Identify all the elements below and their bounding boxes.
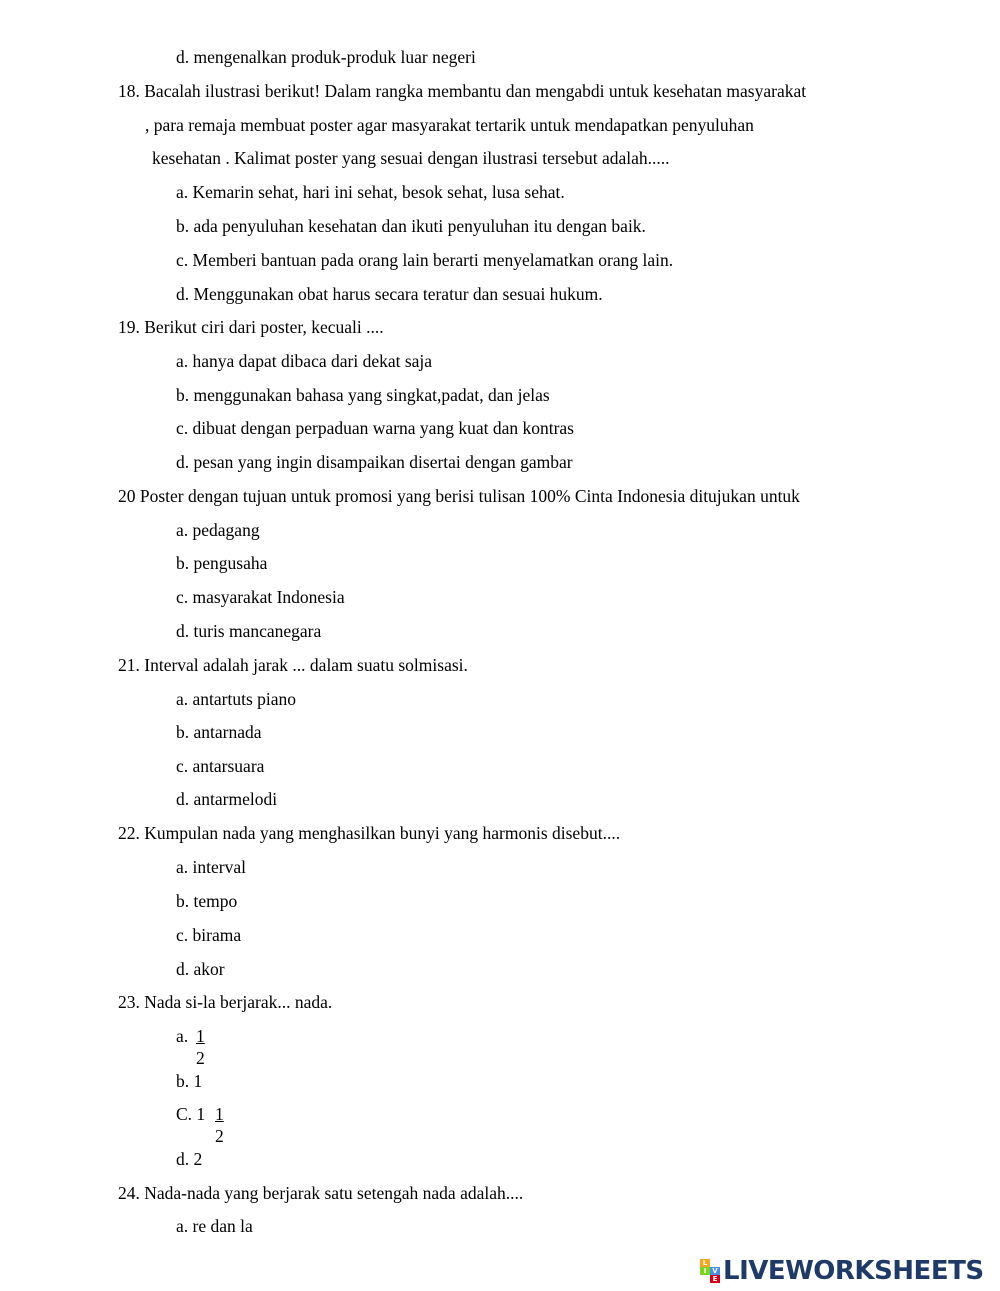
question-22: 22. Kumpulan nada yang menghasilkan bunyi yang harmonis disebut.... bbox=[118, 823, 621, 843]
fraction-numerator: 1 bbox=[196, 1026, 205, 1046]
question-19: 19. Berikut ciri dari poster, kecuali .... bbox=[118, 317, 384, 337]
question-20: 20 Poster dengan tujuan untuk promosi yang berisi tulisan 100% Cinta Indonesia ditujukan untuk bbox=[118, 486, 800, 506]
logo-icon-letter: I bbox=[700, 1267, 710, 1275]
option-18a: a. Kemarin sehat, hari ini sehat, besok sehat, lusa sehat. bbox=[176, 182, 565, 202]
option-23c-label: C. 1 bbox=[176, 1104, 206, 1124]
option-24a: a. re dan la bbox=[176, 1216, 253, 1236]
option-19d: d. pesan yang ingin disampaikan disertai dengan gambar bbox=[176, 452, 573, 472]
option-18b: b. ada penyuluhan kesehatan dan ikuti penyuluhan itu dengan baik. bbox=[176, 216, 646, 236]
question-18: 18. Bacalah ilustrasi berikut! Dalam rangka membantu dan mengabdi untuk kesehatan masyarakat bbox=[118, 81, 807, 101]
option-23d: d. 2 bbox=[176, 1149, 203, 1169]
fraction-denominator: 2 bbox=[215, 1126, 224, 1146]
question-21: 21. Interval adalah jarak ... dalam suatu solmisasi. bbox=[118, 655, 468, 675]
option-22a: a. interval bbox=[176, 857, 246, 877]
option-20a: a. pedagang bbox=[176, 520, 260, 540]
option-21a: a. antartuts piano bbox=[176, 689, 297, 709]
option-20c: c. masyarakat Indonesia bbox=[176, 587, 345, 607]
option-22d: d. akor bbox=[176, 959, 225, 979]
option-22b: b. tempo bbox=[176, 891, 238, 911]
option-23a-label: a. bbox=[176, 1026, 189, 1046]
question-18-cont-1: , para remaja membuat poster agar masyarakat tertarik untuk mendapatkan penyuluhan bbox=[145, 115, 754, 135]
liveworksheets-logo-icon bbox=[700, 1259, 720, 1283]
option-18d: d. Menggunakan obat harus secara teratur dan sesuai hukum. bbox=[176, 284, 603, 304]
liveworksheets-logo-text: LIVEWORKSHEETS bbox=[723, 1256, 984, 1286]
question-23: 23. Nada si-la berjarak... nada. bbox=[118, 992, 333, 1012]
option-23b: b. 1 bbox=[176, 1071, 203, 1091]
option-18c: c. Memberi bantuan pada orang lain berarti menyelamatkan orang lain. bbox=[176, 250, 674, 270]
option-19a: a. hanya dapat dibaca dari dekat saja bbox=[176, 351, 433, 371]
option-20b: b. pengusaha bbox=[176, 553, 268, 573]
option-17d: d. mengenalkan produk-produk luar negeri bbox=[176, 47, 476, 67]
logo-icon-letter: E bbox=[710, 1275, 720, 1283]
logo-icon-letter: V bbox=[710, 1267, 720, 1275]
option-21d: d. antarmelodi bbox=[176, 789, 278, 809]
option-21b: b. antarnada bbox=[176, 722, 262, 742]
option-21c: c. antarsuara bbox=[176, 756, 265, 776]
question-18-cont-2: kesehatan . Kalimat poster yang sesuai dengan ilustrasi tersebut adalah..... bbox=[152, 148, 670, 168]
option-19c: c. dibuat dengan perpaduan warna yang kuat dan kontras bbox=[176, 418, 574, 438]
fraction-numerator: 1 bbox=[215, 1104, 224, 1124]
fraction-denominator: 2 bbox=[196, 1048, 205, 1068]
option-22c: c. birama bbox=[176, 925, 242, 945]
option-19b: b. menggunakan bahasa yang singkat,padat, dan jelas bbox=[176, 385, 550, 405]
option-20d: d. turis mancanegara bbox=[176, 621, 322, 641]
liveworksheets-logo[interactable] bbox=[700, 1256, 984, 1286]
logo-icon-letter: L bbox=[700, 1259, 710, 1267]
question-24: 24. Nada-nada yang berjarak satu setengah nada adalah.... bbox=[118, 1183, 524, 1203]
